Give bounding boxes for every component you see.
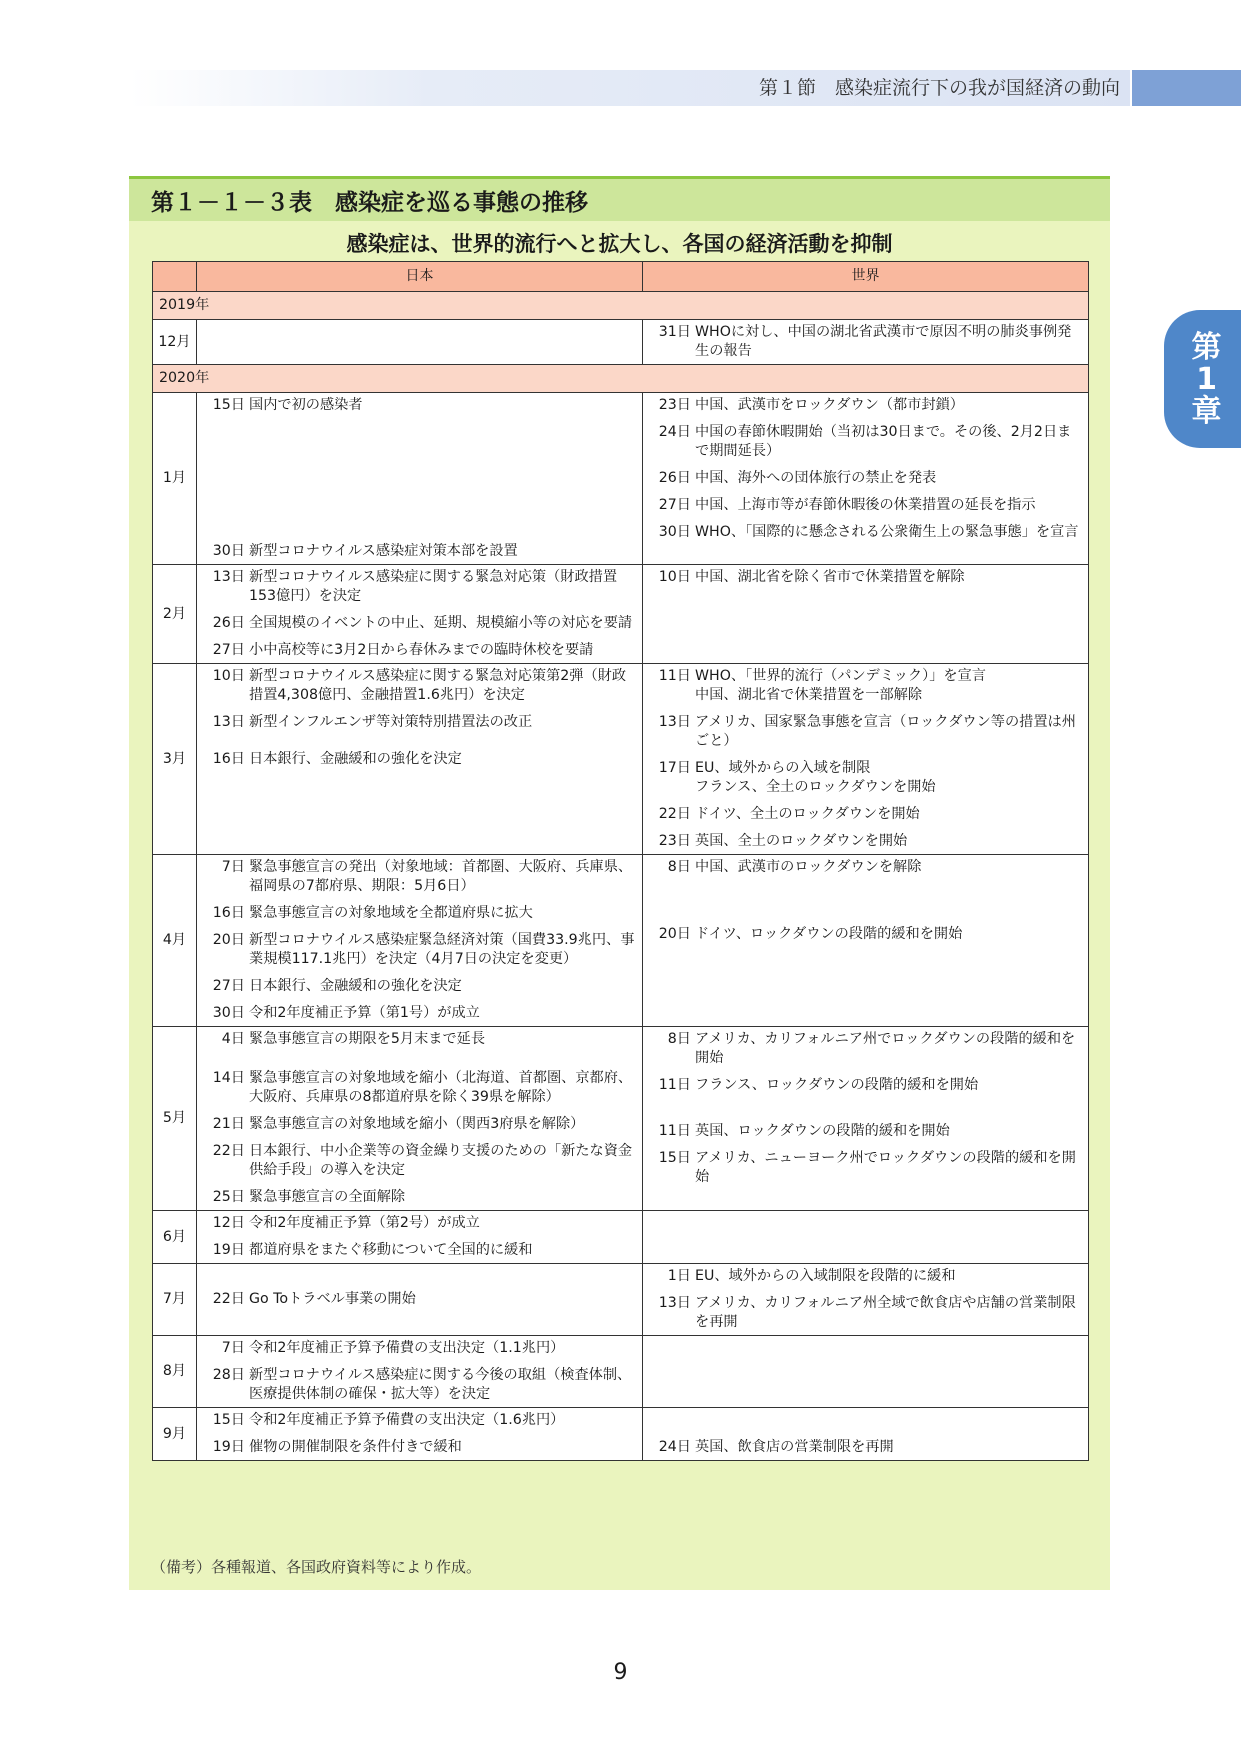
event-text: 小中高校等に3月2日から春休みまでの臨時休校を要請 <box>249 642 594 658</box>
world-events <box>643 664 1089 855</box>
event-day: 15日 <box>658 1150 691 1166</box>
event-day: 24日 <box>658 1439 691 1455</box>
event-text: 緊急事態宣言の対象地域を縮小（北海道、首都圏、京都府、大阪府、兵庫県の8都道府県を除く39県を解除） <box>249 1070 633 1105</box>
event-day: 4日 <box>221 1031 245 1047</box>
event-text: 中国、上海市等が春節休暇後の休業措置の延長を指示 <box>695 497 1036 513</box>
event-day: 24日 <box>658 424 691 440</box>
event-day: 22日 <box>658 806 691 822</box>
event-text: 令和2年度補正予算（第2号）が成立 <box>249 1215 480 1231</box>
event-text: 英国、全土のロックダウンを開始 <box>695 833 908 849</box>
event-day: 19日 <box>212 1439 245 1455</box>
event-text <box>695 759 1084 797</box>
event-day: 7日 <box>221 1340 245 1356</box>
event-day: 30日 <box>658 524 691 540</box>
event-text: 緊急事態宣言の全面解除 <box>249 1189 406 1205</box>
event-day: 27日 <box>658 497 691 513</box>
japan-events <box>197 855 643 1027</box>
month-row-jul <box>153 1264 1089 1336</box>
event-text: 新型コロナウイルス感染症に関する緊急対応策第2弾（財政措置4,308億円、金融措置1.6兆円）を決定 <box>249 668 627 703</box>
event-day: 15日 <box>212 397 245 413</box>
event-text: 都道府県をまたぐ移動について全国的に緩和 <box>249 1242 533 1258</box>
month-label: 3月 <box>153 664 197 855</box>
event-text-line2: フランス、全土のロックダウンを開始 <box>695 779 936 795</box>
event-text: 国内で初の感染者 <box>249 397 363 413</box>
spacer <box>651 885 1084 925</box>
event-day: 14日 <box>212 1070 245 1086</box>
event-day: 13日 <box>658 714 691 730</box>
event-text: 英国、飲食店の営業制限を再開 <box>695 1439 894 1455</box>
event-item <box>651 523 1084 542</box>
event-item <box>651 423 1084 461</box>
month-row-mar <box>153 664 1089 855</box>
event-item <box>205 1069 638 1107</box>
event-day: 28日 <box>212 1367 245 1383</box>
event-text: 新型コロナウイルス感染症緊急経済対策（国費33.9兆円、事業規模117.1兆円）を決定（4月7日の決定を変更） <box>249 932 635 967</box>
japan-events <box>197 1027 643 1211</box>
event-text: Go Toトラベル事業の開始 <box>249 1291 416 1307</box>
chapter-tab-line2: 1 <box>1196 362 1217 397</box>
event-item <box>651 1076 1084 1095</box>
world-events <box>643 855 1089 1027</box>
spacer <box>205 423 638 542</box>
event-day: 23日 <box>658 833 691 849</box>
event-text: 日本銀行、中小企業等の資金繰り支援のための「新たな資金供給手段」の導入を決定 <box>249 1143 633 1178</box>
world-events <box>643 1336 1089 1408</box>
event-day: 26日 <box>658 470 691 486</box>
event-day: 20日 <box>212 932 245 948</box>
event-day: 11日 <box>658 1077 691 1093</box>
chapter-tab-line1: 第 <box>1191 330 1222 365</box>
event-item <box>651 568 1084 587</box>
month-label: 2月 <box>153 565 197 664</box>
event-day: 31日 <box>658 324 691 340</box>
month-row-aug <box>153 1336 1089 1408</box>
year-row-2019 <box>153 292 1089 320</box>
header-japan: 日本 <box>197 262 643 292</box>
event-day: 30日 <box>212 1005 245 1021</box>
event-text: 中国の春節休暇開始（当初は30日まで。その後、2月2日まで期間延長） <box>695 424 1072 459</box>
event-text: WHO、「国際的に懸念される公衆衛生上の緊急事態」を宣言 <box>695 524 1079 540</box>
event-item <box>651 469 1084 488</box>
month-row-apr <box>153 855 1089 1027</box>
event-item <box>651 1294 1084 1332</box>
event-text: 緊急事態宣言の発出（対象地域：首都圏、大阪府、兵庫県、福岡県の7都府県、期限：5月6日） <box>249 859 633 894</box>
event-text: 中国、海外への団体旅行の禁止を発表 <box>695 470 937 486</box>
world-events <box>643 1027 1089 1211</box>
event-item <box>205 931 638 969</box>
japan-events <box>197 393 643 565</box>
event-item <box>205 713 638 732</box>
event-text: アメリカ、カリフォルニア州全域で飲食店や店舗の営業制限を再開 <box>695 1295 1076 1330</box>
month-label: 7月 <box>153 1264 197 1336</box>
japan-events <box>197 1336 643 1408</box>
table-subtitle: 感染症は、世界的流行へと拡大し、各国の経済活動を抑制 <box>346 232 893 256</box>
event-day: 25日 <box>212 1189 245 1205</box>
world-events <box>643 1264 1089 1336</box>
month-label: 8月 <box>153 1336 197 1408</box>
event-day: 11日 <box>658 668 691 684</box>
japan-events <box>197 664 643 855</box>
event-item <box>205 1030 638 1049</box>
year-label: 2019年 <box>153 292 1089 320</box>
event-item <box>205 1214 638 1233</box>
year-row-2020 <box>153 365 1089 393</box>
event-day: 10日 <box>658 569 691 585</box>
event-text: 令和2年度補正予算予備費の支出決定（1.6兆円） <box>249 1412 565 1428</box>
panel-title-bar <box>129 179 1110 221</box>
event-text: ドイツ、ロックダウンの段階的緩和を開始 <box>695 926 963 942</box>
event-text: アメリカ、国家緊急事態を宣言（ロックダウン等の措置は州ごと） <box>695 714 1076 749</box>
event-day: 13日 <box>212 569 245 585</box>
event-text: 緊急事態宣言の対象地域を全都道府県に拡大 <box>249 905 533 921</box>
event-day: 27日 <box>212 978 245 994</box>
event-day: 8日 <box>667 859 691 875</box>
event-text: 緊急事態宣言の対象地域を縮小（関西3府県を解除） <box>249 1116 585 1132</box>
month-label: 6月 <box>153 1211 197 1264</box>
event-day: 15日 <box>212 1412 245 1428</box>
event-item <box>205 1004 638 1023</box>
event-text: アメリカ、ニューヨーク州でロックダウンの段階的緩和を開始 <box>695 1150 1076 1185</box>
event-day: 21日 <box>212 1116 245 1132</box>
event-day: 13日 <box>212 714 245 730</box>
event-item <box>205 667 638 705</box>
table-panel <box>129 176 1110 1590</box>
event-day: 27日 <box>212 642 245 658</box>
event-item <box>651 323 1084 361</box>
event-item <box>205 904 638 923</box>
month-row-dec <box>153 320 1089 365</box>
event-item <box>651 805 1084 824</box>
page-number: 9 <box>613 1660 628 1685</box>
table-header-row <box>153 262 1089 292</box>
event-text: アメリカ、カリフォルニア州でロックダウンの段階的緩和を開始 <box>695 1031 1076 1066</box>
japan-events <box>197 320 643 365</box>
month-label: 12月 <box>153 320 197 365</box>
source-note: （備考）各種報道、各国政府資料等により作成。 <box>151 1558 482 1576</box>
event-day: 8日 <box>667 1031 691 1047</box>
world-events <box>643 1408 1089 1461</box>
event-item <box>651 832 1084 851</box>
month-row-jun <box>153 1211 1089 1264</box>
chapter-tab-line3: 章 <box>1191 394 1222 429</box>
event-item <box>205 1115 638 1134</box>
event-item <box>651 1030 1084 1068</box>
event-item <box>651 396 1084 415</box>
event-day: 30日 <box>212 543 245 559</box>
event-text: 英国、ロックダウンの段階的緩和を開始 <box>695 1123 950 1139</box>
world-events <box>643 565 1089 664</box>
event-item <box>651 1149 1084 1187</box>
event-text: 令和2年度補正予算予備費の支出決定（1.1兆円） <box>249 1340 565 1356</box>
event-day: 16日 <box>212 905 245 921</box>
japan-events <box>197 1408 643 1461</box>
event-text <box>695 667 1084 705</box>
world-events <box>643 1211 1089 1264</box>
event-text: 催物の開催制限を条件付きで緩和 <box>249 1439 462 1455</box>
event-text: 新型コロナウイルス感染症に関する緊急対応策（財政措置153億円）を決定 <box>249 569 618 604</box>
event-day: 16日 <box>212 751 245 767</box>
event-item <box>205 396 638 415</box>
event-text: 緊急事態宣言の期限を5月末まで延長 <box>249 1031 486 1047</box>
event-item <box>205 641 638 660</box>
event-item <box>651 759 1084 797</box>
event-text: フランス、ロックダウンの段階的緩和を開始 <box>695 1077 979 1093</box>
event-day: 12日 <box>212 1215 245 1231</box>
event-item <box>651 667 1084 705</box>
event-item <box>205 614 638 633</box>
event-day: 1日 <box>667 1268 691 1284</box>
event-text: EU、域外からの入域制限を段階的に緩和 <box>695 1268 956 1284</box>
year-label: 2020年 <box>153 365 1089 393</box>
table-title: 第１－１－３表 感染症を巡る事態の推移 <box>151 190 588 216</box>
event-item <box>205 1411 638 1430</box>
event-text: 日本銀行、金融緩和の強化を決定 <box>249 978 462 994</box>
event-text: 日本銀行、金融緩和の強化を決定 <box>249 751 462 767</box>
event-day: 22日 <box>212 1143 245 1159</box>
event-item <box>205 1339 638 1358</box>
event-day: 11日 <box>658 1123 691 1139</box>
event-item <box>205 1142 638 1180</box>
header-accent <box>1132 70 1241 106</box>
event-item <box>205 977 638 996</box>
event-day: 13日 <box>658 1295 691 1311</box>
event-item <box>205 858 638 896</box>
event-item <box>205 542 638 561</box>
event-day: 22日 <box>212 1291 245 1307</box>
events-table <box>152 261 1089 1461</box>
event-item <box>205 750 638 769</box>
event-text: 新型コロナウイルス感染症に関する今後の取組（検査体制、医療提供体制の確保・拡大等）を決定 <box>249 1367 632 1402</box>
event-item <box>651 858 1084 877</box>
event-item <box>651 925 1084 944</box>
event-item <box>651 496 1084 515</box>
event-item <box>205 568 638 606</box>
event-text: ドイツ、全土のロックダウンを開始 <box>695 806 920 822</box>
event-text: 令和2年度補正予算（第1号）が成立 <box>249 1005 480 1021</box>
event-day: 7日 <box>221 859 245 875</box>
month-label: 9月 <box>153 1408 197 1461</box>
event-text: 中国、武漢市をロックダウン（都市封鎖） <box>695 397 964 413</box>
event-text: 全国規模のイベントの中止、延期、規模縮小等の対応を要請 <box>249 615 633 631</box>
event-text: 中国、武漢市のロックダウンを解除 <box>695 859 922 875</box>
event-item <box>651 1122 1084 1141</box>
event-item <box>205 1241 638 1260</box>
event-text: WHOに対し、中国の湖北省武漢市で原因不明の肺炎事例発生の報告 <box>695 324 1072 359</box>
event-item <box>651 1438 1084 1457</box>
event-day: 26日 <box>212 615 245 631</box>
event-item <box>651 1267 1084 1286</box>
event-item <box>205 1290 638 1309</box>
month-row-jan <box>153 393 1089 565</box>
event-text-line2: 中国、湖北省で休業措置を一部解除 <box>695 687 923 703</box>
event-item <box>205 1188 638 1207</box>
event-day: 23日 <box>658 397 691 413</box>
event-text: 新型インフルエンザ等対策特別措置法の改正 <box>249 714 533 730</box>
month-row-may <box>153 1027 1089 1211</box>
month-label: 4月 <box>153 855 197 1027</box>
event-day: 20日 <box>658 926 691 942</box>
event-text-line1: EU、域外からの入域を制限 <box>695 760 871 776</box>
event-text: 新型コロナウイルス感染症対策本部を設置 <box>249 543 518 559</box>
world-events <box>643 320 1089 365</box>
event-text: 中国、湖北省を除く省市で休業措置を解除 <box>695 569 965 585</box>
header-world: 世界 <box>643 262 1089 292</box>
event-day: 10日 <box>212 668 245 684</box>
event-item <box>205 1366 638 1404</box>
month-label: 5月 <box>153 1027 197 1211</box>
event-item <box>205 1438 638 1457</box>
japan-events <box>197 1264 643 1336</box>
japan-events <box>197 565 643 664</box>
month-label: 1月 <box>153 393 197 565</box>
month-row-sep <box>153 1408 1089 1461</box>
japan-events <box>197 1211 643 1264</box>
header-blank <box>153 262 197 292</box>
month-row-feb <box>153 565 1089 664</box>
chapter-tab <box>1164 310 1241 448</box>
event-item <box>651 713 1084 751</box>
event-day: 19日 <box>212 1242 245 1258</box>
event-text-line1: WHO、「世界的流行（パンデミック）」を宣言 <box>695 668 986 684</box>
world-events <box>643 393 1089 565</box>
running-header: 第１節 感染症流行下の我が国経済の動向 <box>758 77 1120 99</box>
event-day: 17日 <box>658 760 691 776</box>
